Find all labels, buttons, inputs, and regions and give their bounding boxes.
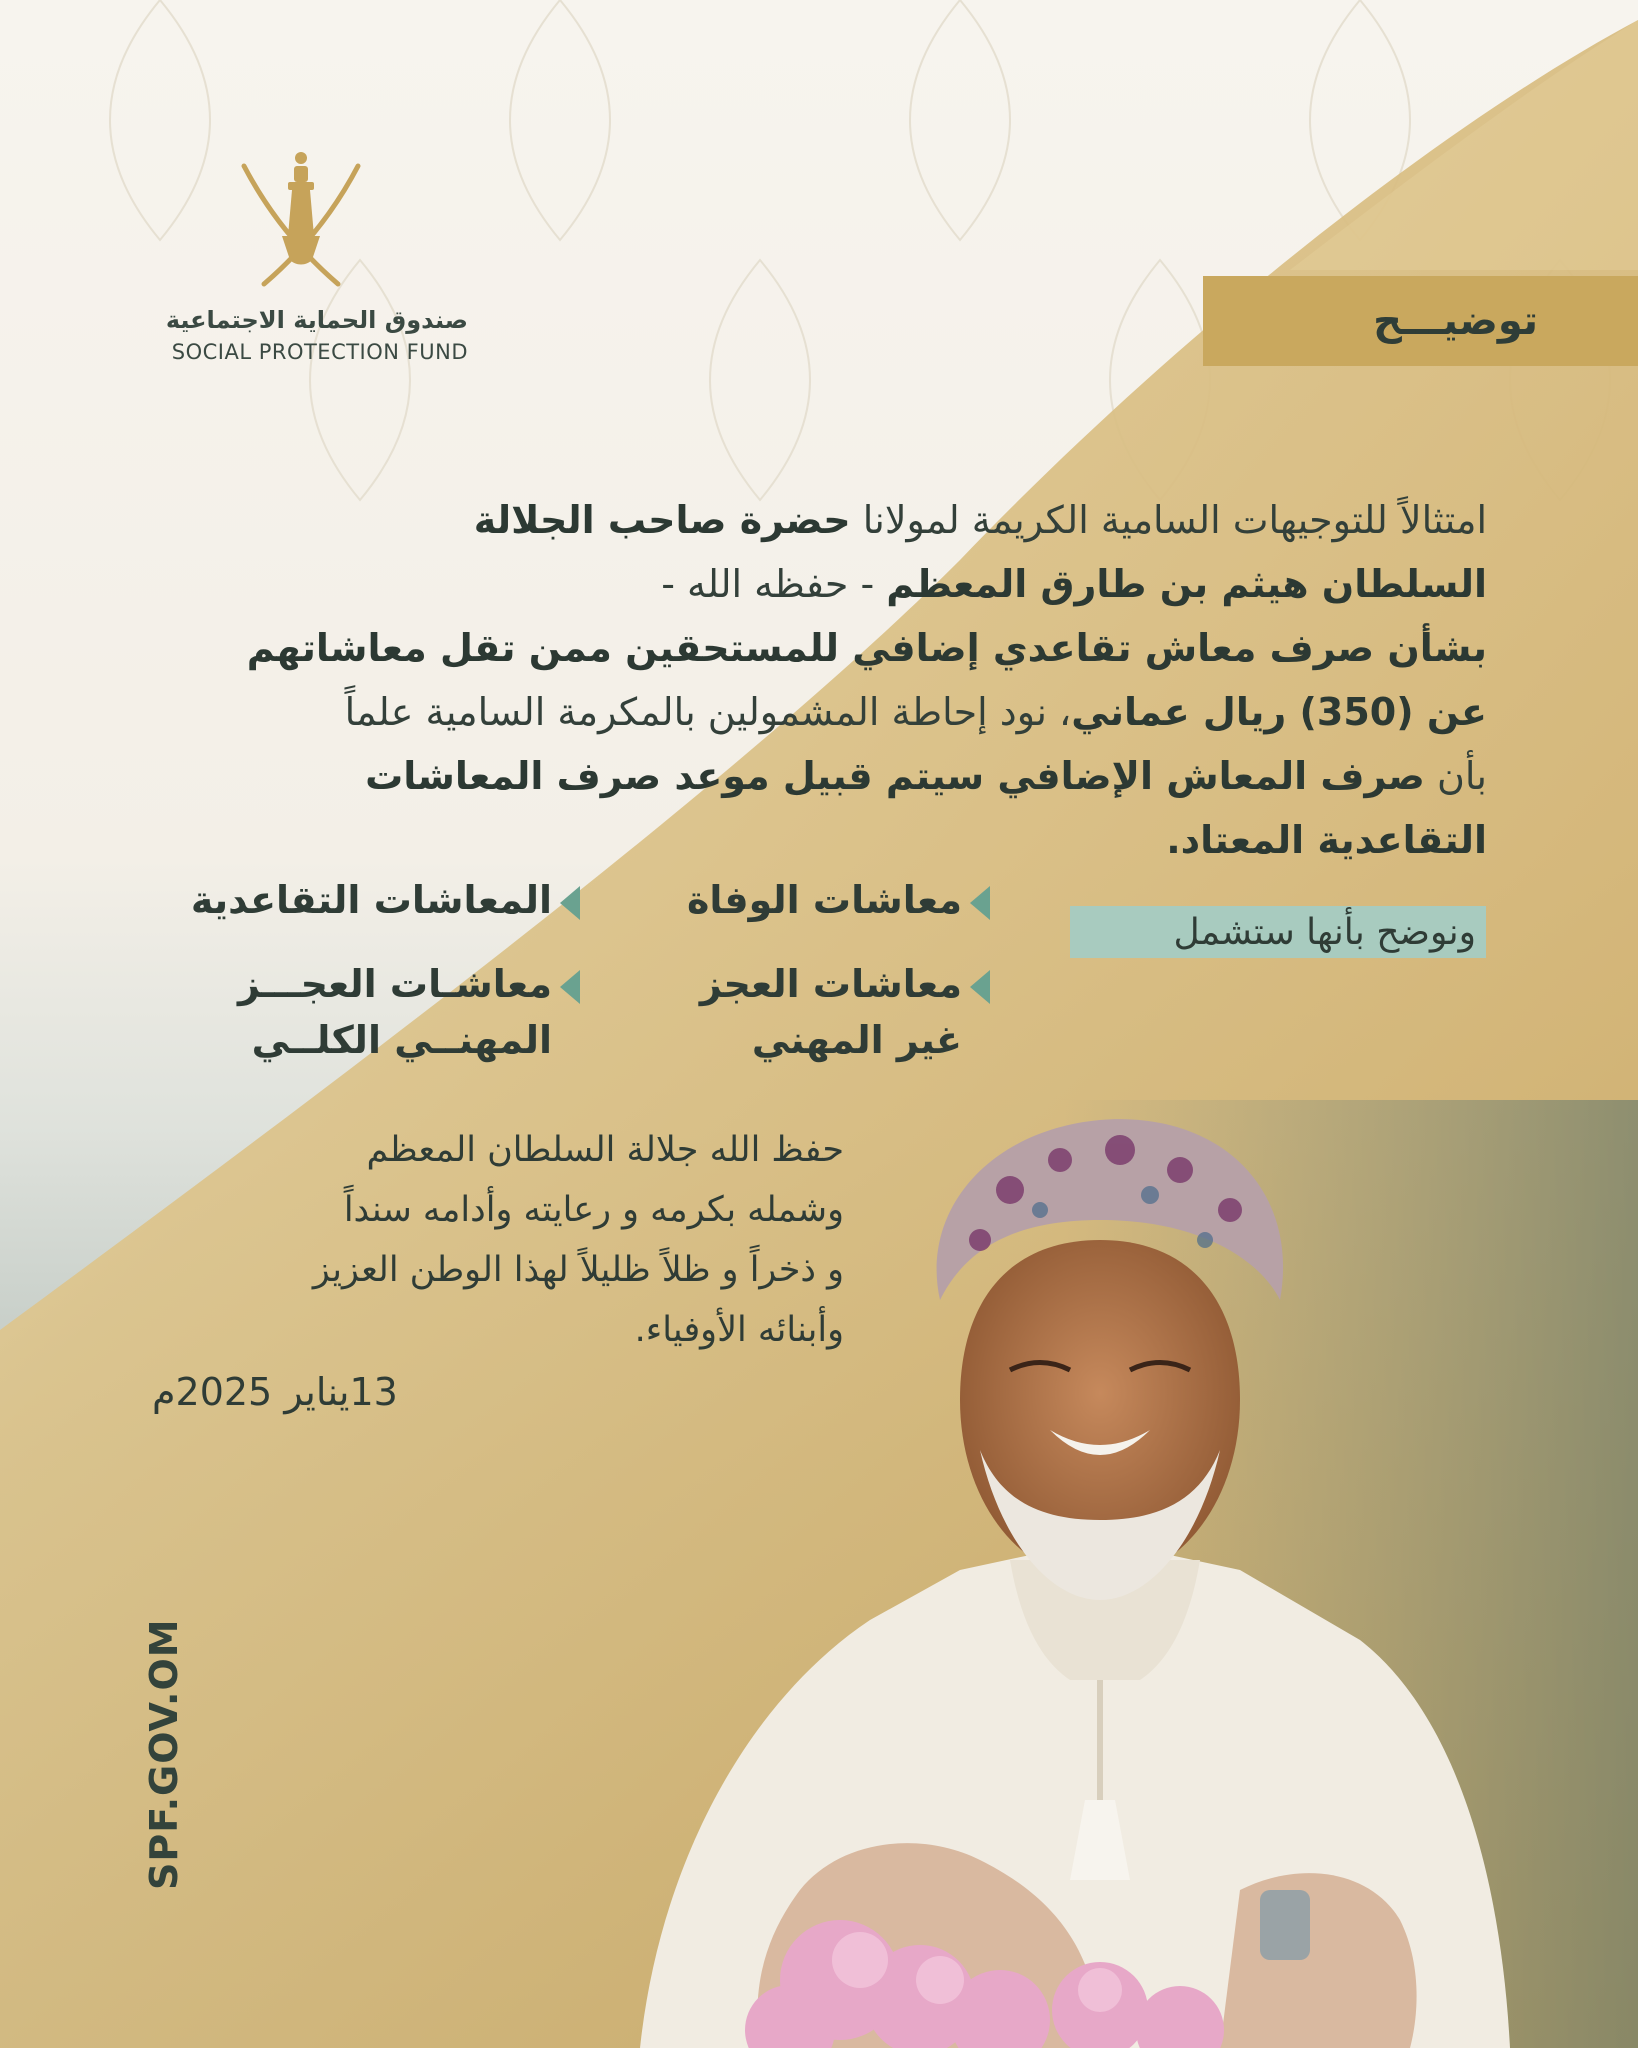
paragraph-emphasis: صرف المعاش الإضافي سيتم قبيل موعد صرف المعاشات xyxy=(365,754,1425,798)
page-title: توضيـــح xyxy=(1373,298,1538,344)
brand-name-english: SOCIAL PROTECTION FUND xyxy=(171,340,468,364)
prayer-line: حفظ الله جلالة السلطان المعظم xyxy=(366,1130,844,1170)
list-item-label: معاشـات العجـــز xyxy=(237,962,552,1006)
website-link[interactable] xyxy=(142,1618,202,1950)
announcement-date: 13يناير 2025م xyxy=(152,1370,398,1414)
paragraph-emphasis: التقاعدية المعتاد. xyxy=(1166,818,1487,862)
brand-name-arabic: صندوق الحماية الاجتماعية xyxy=(165,306,468,334)
paragraph-text: بأن xyxy=(1424,754,1487,798)
list-item xyxy=(670,956,990,1068)
paragraph-line-5 xyxy=(152,744,1487,808)
paragraph-line-1 xyxy=(152,488,1487,552)
includes-intro-text: ونوضح بأنها ستشمل xyxy=(1173,911,1476,953)
included-pensions-list xyxy=(0,860,1638,1100)
bullet-arrow-icon xyxy=(970,970,990,1004)
spf-logo xyxy=(148,148,468,378)
paragraph-text: - حفظه الله - xyxy=(661,562,887,606)
bullet-arrow-icon xyxy=(560,886,580,920)
paragraph-emphasis: السلطان هيثم بن طارق المعظم xyxy=(886,562,1487,606)
paragraph-text: ، نود إحاطة المشمولين بالمكرمة السامية علماً xyxy=(344,690,1072,734)
list-item xyxy=(160,872,580,928)
paragraph-line-4 xyxy=(152,680,1487,744)
oman-national-emblem-icon xyxy=(226,148,376,298)
prayer-line: وأبنائه الأوفياء. xyxy=(634,1310,844,1350)
list-item xyxy=(670,872,990,928)
list-item-label: معاشات الوفاة xyxy=(687,878,962,922)
announcement-paragraph xyxy=(152,488,1487,872)
bullet-arrow-icon xyxy=(970,886,990,920)
paragraph-emphasis: حضرة صاحب الجلالة xyxy=(473,498,851,542)
list-item-label: معاشات العجز xyxy=(699,962,962,1006)
list-item-label: غير المهني xyxy=(751,1018,962,1062)
prayer-line: وشمله بكرمه و رعايته وأدامه سنداً xyxy=(343,1190,844,1230)
prayer-line: و ذخراً و ظلاً ظليلاً لهذا الوطن العزيز xyxy=(312,1250,844,1290)
title-banner xyxy=(1203,276,1638,366)
paragraph-text: امتثالاً للتوجيهات السامية الكريمة لمولانا xyxy=(850,498,1487,542)
website-url[interactable]: SPF.GOV.OM xyxy=(142,1618,186,1890)
bullet-arrow-icon xyxy=(560,970,580,1004)
paragraph-line-3 xyxy=(152,616,1487,680)
list-item-label: المعاشات التقاعدية xyxy=(190,878,552,922)
paragraph-emphasis: بشأن صرف معاش تقاعدي إضافي للمستحقين ممن تقل معاشاتهم xyxy=(246,626,1487,670)
list-item xyxy=(160,956,580,1068)
list-item-label: المهنــي الكلــي xyxy=(251,1018,552,1062)
paragraph-emphasis: عن (350) ريال عماني xyxy=(1071,690,1487,734)
closing-prayer xyxy=(152,1120,844,1360)
paragraph-line-2 xyxy=(152,552,1487,616)
